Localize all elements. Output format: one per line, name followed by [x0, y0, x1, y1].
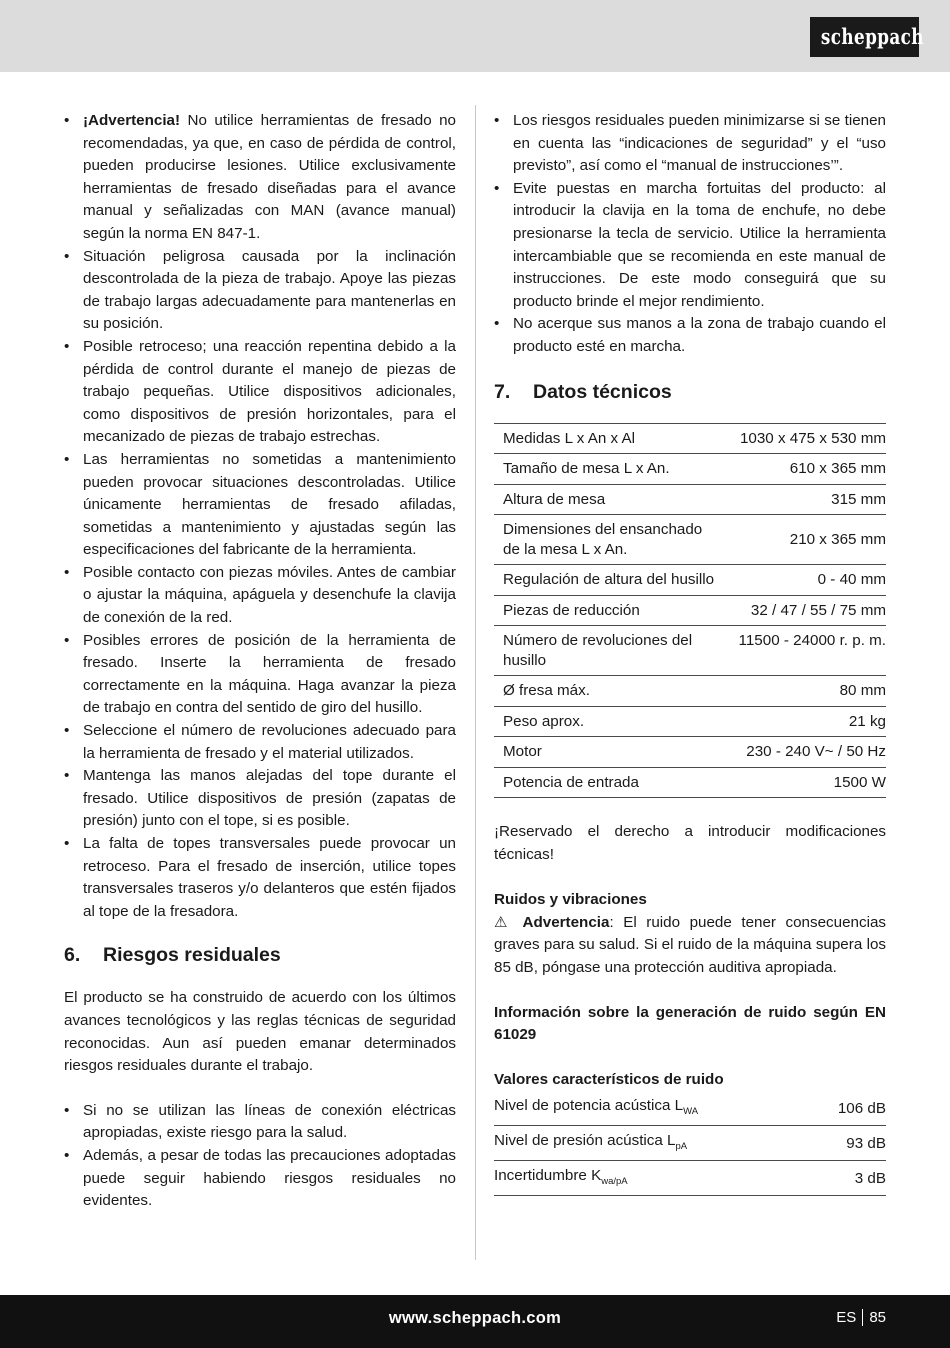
spec-value: 32 / 47 / 55 / 75 mm	[726, 595, 886, 626]
spec-label: Dimensiones del ensanchado de la mesa L x An.	[494, 515, 726, 565]
spec-label: Peso aprox.	[494, 706, 726, 737]
spec-row	[494, 565, 886, 596]
noise-row	[494, 1161, 886, 1196]
noise-values-heading: Valores característicos de ruido	[494, 1070, 724, 1088]
noise-row	[494, 1126, 886, 1161]
warning-text: Posible contacto con piezas móviles. Antes de cambiar o ajustar la máquina, apáguela y desenchufe la clavija de conexión de la red.	[83, 563, 456, 627]
spec-label: Ø fresa máx.	[494, 676, 726, 707]
spec-row	[494, 706, 886, 737]
header-band	[0, 0, 950, 72]
left-column	[64, 110, 456, 1213]
spec-value: 1500 W	[726, 767, 886, 798]
spec-label: Medidas L x An x Al	[494, 423, 726, 454]
warning-item	[64, 449, 456, 562]
spec-value: 315 mm	[726, 484, 886, 515]
noise-label	[494, 1126, 811, 1161]
spec-label: Número de revoluciones del husillo	[494, 626, 726, 676]
warning-text: La falta de topes transversales puede provocar un retroceso. Para el fresado de inserción, utilice topes transversales traseros y/o delanteros que estén fijados al tope de la fresadora.	[83, 835, 456, 920]
noise-value: 106 dB	[811, 1091, 886, 1126]
spec-label: Tamaño de mesa L x An.	[494, 454, 726, 485]
noise-info-heading: Información sobre la generación de ruido según EN 61029	[494, 1003, 886, 1044]
section-title: Datos técnicos	[533, 380, 672, 403]
spec-row	[494, 676, 886, 707]
footer-band	[0, 1295, 950, 1348]
noise-label	[494, 1091, 811, 1126]
spec-value: 80 mm	[726, 676, 886, 707]
section-title: Riesgos residuales	[103, 944, 281, 967]
residual-risk-item: • Evite puestas en marcha fortuitas del producto: al introducir la clavija en la toma de enchufe, no debe presionarse la tecla de servicio. Utilice la herramienta intercambiable que se recomienda en este manual de instrucciones. De este modo conseguirá que su producto brinde el mejor rendimiento.	[494, 178, 886, 314]
spec-row	[494, 515, 886, 565]
residual-risks-continued-list	[494, 110, 886, 359]
warning-item	[64, 562, 456, 630]
noise-value: 93 dB	[811, 1126, 886, 1161]
spec-label: Altura de mesa	[494, 484, 726, 515]
safety-warnings-list	[64, 110, 456, 923]
noise-warning-text: : El ruido puede tener consecuencias graves para su salud. Si el ruido de la máquina supera los 85 dB, póngase una protección auditiva apropiada.	[494, 913, 886, 976]
warning-item	[64, 720, 456, 765]
section-6-heading	[64, 943, 456, 967]
spec-label: Potencia de entrada	[494, 767, 726, 798]
warning-item	[64, 246, 456, 336]
warning-item	[64, 630, 456, 720]
warning-text: Posibles errores de posición de la herramienta de fresado. Inserte la herramienta de fresado correctamente en la máquina. Haga avanzar la pieza de trabajo en contra del sentido de giro del husillo.	[83, 631, 456, 717]
noise-value: 3 dB	[811, 1161, 886, 1196]
residual-risk-item: • Además, a pesar de todas las precauciones adoptadas puede seguir habiendo riesgos residuales no evidentes.	[64, 1145, 456, 1213]
footer-separator	[862, 1309, 863, 1326]
brand-logo	[810, 17, 924, 57]
noise-heading: Ruidos y vibraciones	[494, 891, 647, 909]
warning-text: Seleccione el número de revoluciones adecuado para la herramienta de fresado y el material utilizados.	[83, 722, 456, 762]
residual-risks-intro: El producto se ha construido de acuerdo con los últimos avances tecnológicos y las reglas técnicas de seguridad reconocidas. Aun así pueden emanar determinados riesgos residuales durante el trabajo.	[64, 989, 456, 1075]
noise-label-text: Nivel de potencia acústica L	[494, 1097, 684, 1115]
section-number: 6.	[64, 944, 81, 967]
warning-text: Posible retroceso; una reacción repentina debido a la pérdida de control durante el manejo de piezas de trabajo pequeñas. Utilice dispositivos adicionales, como dispositivos de presión horizontales, para el mecanizado de piezas de trabajo estrechas.	[83, 337, 456, 446]
noise-row	[494, 1091, 886, 1126]
footer-page-info	[836, 1309, 886, 1326]
spec-label: Piezas de reducción	[494, 595, 726, 626]
spec-value: 610 x 365 mm	[726, 454, 886, 485]
spec-row	[494, 767, 886, 798]
spec-value: 0 - 40 mm	[726, 565, 886, 596]
reserved-rights-note: ¡Reservado el derecho a introducir modificaciones técnicas!	[494, 823, 886, 863]
noise-label-text: Nivel de presión acústica L	[494, 1132, 676, 1150]
spec-value: 21 kg	[726, 706, 886, 737]
brand-logo-text: scheppach	[820, 24, 924, 49]
footer-page-number: 85	[869, 1309, 886, 1326]
noise-label-text: Incertidumbre K	[494, 1167, 602, 1185]
warning-icon: ⚠	[494, 913, 513, 931]
noise-label-subscript: pA	[675, 1141, 688, 1153]
noise-warning-lead: Advertencia	[522, 913, 610, 931]
spec-value: 11500 - 24000 r. p. m.	[726, 626, 886, 676]
residual-risk-item: • Los riesgos residuales pueden minimizarse si se tienen en cuenta las “indicaciones de seguridad” y el “uso previsto”, así como el “manual de instrucciones’”.	[494, 110, 886, 178]
residual-risks-list	[64, 1100, 456, 1213]
noise-label-subscript: wa/pA	[601, 1176, 628, 1188]
right-column	[494, 110, 886, 1196]
spec-label: Regulación de altura del husillo	[494, 565, 726, 596]
spec-value: 210 x 365 mm	[726, 515, 886, 565]
warning-lead: ¡Advertencia!	[83, 112, 181, 129]
noise-label	[494, 1161, 811, 1196]
spec-row	[494, 484, 886, 515]
warning-text: Las herramientas no sometidas a mantenimiento pueden provocar situaciones descontroladas. Utilice únicamente herramientas de fresado afiladas, sometidas a mantenimiento y ajustadas según las especificaciones del fabricante de la herramienta.	[83, 450, 456, 559]
spec-value: 230 - 240 V~ / 50 Hz	[726, 737, 886, 768]
noise-warning	[494, 912, 886, 980]
warning-item	[64, 110, 456, 246]
warning-text: Situación peligrosa causada por la inclinación descontrolada de la pieza de trabajo. Apoye las piezas de trabajo largas adecuadamente para mantenerlas en su posición.	[83, 247, 456, 333]
spec-row	[494, 423, 886, 454]
technical-data-table	[494, 423, 886, 799]
footer-language: ES	[836, 1309, 857, 1326]
spec-value: 1030 x 475 x 530 mm	[726, 423, 886, 454]
footer-website-url: www.scheppach.com	[388, 1309, 562, 1327]
warning-item	[64, 336, 456, 449]
column-divider	[475, 105, 476, 1260]
spec-row	[494, 595, 886, 626]
residual-risk-item: • Si no se utilizan las líneas de conexión eléctricas apropiadas, existe riesgo para la salud.	[64, 1100, 456, 1145]
warning-text: No utilice herramientas de fresado no recomendadas, ya que, en caso de pérdida de control, pueden producirse lesiones. Utilice exclusivamente herramientas de fresado diseñadas para el avance manual y señalizadas con MAN (avance manual) según la norma EN 847-1.	[83, 112, 456, 242]
section-7-heading	[494, 380, 886, 404]
noise-label-subscript: WA	[683, 1106, 699, 1118]
spec-row	[494, 454, 886, 485]
warning-text: Mantenga las manos alejadas del tope durante el fresado. Utilice dispositivos de presión (zapatas de presión) junto con el tope, si es posible.	[83, 767, 456, 830]
residual-risk-item: • No acerque sus manos a la zona de trabajo cuando el producto esté en marcha.	[494, 313, 886, 358]
warning-item	[64, 765, 456, 833]
section-number: 7.	[494, 380, 511, 403]
spec-row	[494, 737, 886, 768]
noise-values-table	[494, 1091, 886, 1196]
spec-row	[494, 626, 886, 676]
spec-label: Motor	[494, 737, 726, 768]
warning-item	[64, 833, 456, 923]
